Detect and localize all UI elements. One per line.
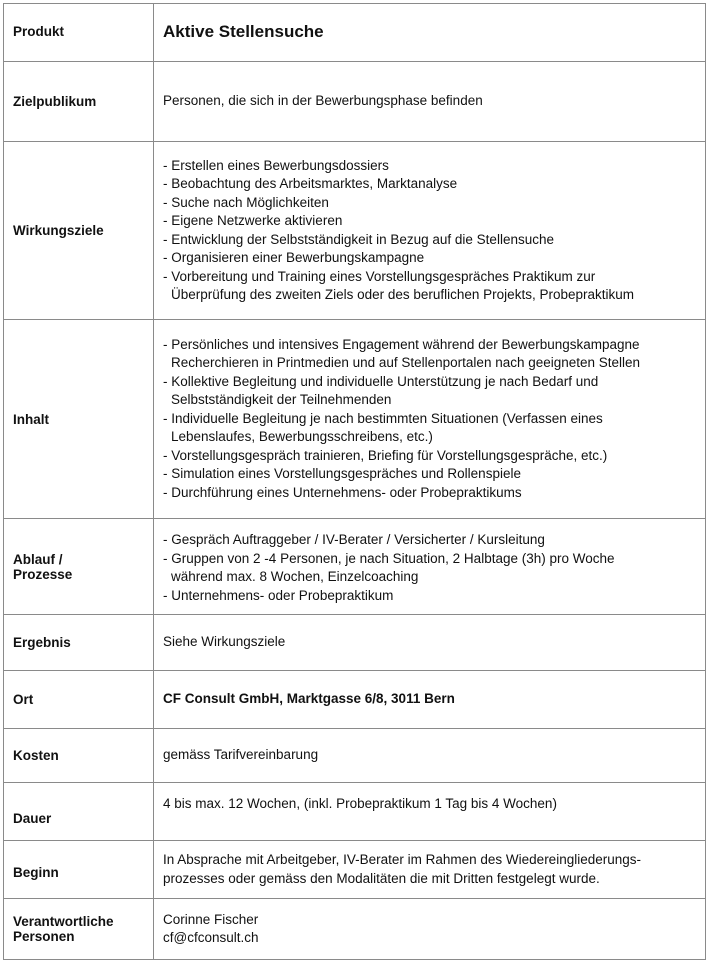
process-item: - Unternehmens- oder Probepraktikum: [163, 587, 394, 603]
row-verantwortliche: [4, 899, 706, 960]
content-item: - Simulation eines Vorstellungsgespräches und Rollenspiele: [163, 466, 521, 482]
row-ort: [4, 671, 706, 729]
label-produkt: Produkt: [4, 4, 154, 62]
label-verantwortliche: [4, 899, 154, 960]
row-beginn: [4, 841, 706, 899]
goal-item: - Entwicklung der Selbstständigkeit in Bezug auf die Stellensuche: [163, 231, 554, 247]
value-ablauf: [154, 519, 706, 615]
row-dauer: [4, 783, 706, 841]
label-line: Verantwortliche: [13, 914, 114, 929]
product-info-table: [3, 3, 706, 960]
content-item: - Persönliches und intensives Engagement während der Bewerbungskampagne: [163, 336, 640, 352]
row-produkt: [4, 4, 706, 62]
row-wirkungsziele: [4, 142, 706, 320]
row-inhalt: [4, 320, 706, 519]
goal-item-continued: Überprüfung des zweiten Ziels oder des beruflichen Projekts, Probepraktikum: [171, 287, 634, 302]
content-item: - Kollektive Begleitung und individuelle Unterstützung je nach Bedarf und: [163, 373, 599, 389]
label-ablauf: [4, 519, 154, 615]
value-ort: CF Consult GmbH, Marktgasse 6/8, 3011 Bern: [154, 671, 706, 729]
process-item: - Gruppen von 2 -4 Personen, je nach Situation, 2 Halbtage (3h) pro Woche: [163, 550, 615, 566]
row-zielpublikum: [4, 62, 706, 142]
contact-email[interactable]: cf@cfconsult.ch: [163, 930, 259, 945]
contact-name: Corinne Fischer: [163, 911, 259, 927]
goal-item: - Organisieren einer Bewerbungskampagne: [163, 250, 425, 265]
content-item-continued: Selbstständigkeit der Teilnehmenden: [171, 392, 392, 408]
value-produkt: [154, 4, 706, 62]
label-line: Prozesse: [13, 566, 73, 582]
goal-item: - Vorbereitung und Training eines Vorstellungsgespräches Praktikum zur: [163, 268, 596, 284]
value-kosten: gemäss Tarifvereinbarung: [154, 729, 706, 783]
process-item-continued: während max. 8 Wochen, Einzelcoaching: [171, 569, 419, 584]
goal-item: - Suche nach Möglichkeiten: [163, 194, 329, 210]
label-beginn: Beginn: [4, 841, 154, 899]
label-dauer: Dauer: [4, 783, 154, 841]
process-item: - Gespräch Auftraggeber / IV-Berater / Versicherter / Kursleitung: [163, 532, 545, 547]
content-item: - Vorstellungsgespräch trainieren, Briefing für Vorstellungsgespräche, etc.): [163, 447, 608, 463]
label-kosten: Kosten: [4, 729, 154, 783]
start-text: prozesses oder gemäss den Modalitäten die mit Dritten festgelegt wurde.: [163, 870, 600, 886]
value-inhalt: [154, 320, 706, 519]
value-wirkungsziele: [154, 142, 706, 320]
label-zielpublikum: Zielpublikum: [4, 62, 154, 142]
value-beginn: [154, 841, 706, 899]
content-item: - Individuelle Begleitung je nach bestimmten Situationen (Verfassen eines: [163, 410, 603, 426]
goal-item: - Beobachtung des Arbeitsmarktes, Marktanalyse: [163, 176, 458, 191]
value-verantwortliche: [154, 899, 706, 960]
start-text: In Absprache mit Arbeitgeber, IV-Berater im Rahmen des Wiedereingliederungs-: [163, 852, 641, 867]
value-zielpublikum: Personen, die sich in der Bewerbungsphase befinden: [154, 62, 706, 142]
label-inhalt: Inhalt: [4, 320, 154, 519]
row-ablauf: [4, 519, 706, 615]
label-wirkungsziele: Wirkungsziele: [4, 142, 154, 320]
label-line: Personen: [13, 929, 75, 944]
content-item-continued: Lebenslaufes, Bewerbungsschreibens, etc.): [171, 429, 433, 445]
product-title: Aktive Stellensuche: [163, 21, 324, 41]
label-ergebnis: Ergebnis: [4, 615, 154, 671]
content-item: - Durchführung eines Unternehmens- oder Probepraktikums: [163, 484, 522, 500]
value-dauer: 4 bis max. 12 Wochen, (inkl. Probepraktikum 1 Tag bis 4 Wochen): [154, 783, 706, 841]
label-ort: Ort: [4, 671, 154, 729]
row-ergebnis: [4, 615, 706, 671]
row-kosten: [4, 729, 706, 783]
content-item-continued: Recherchieren in Printmedien und auf Stellenportalen nach geeigneten Stellen: [171, 355, 641, 371]
label-line: Ablauf /: [13, 551, 63, 567]
value-ergebnis: Siehe Wirkungsziele: [154, 615, 706, 671]
goal-item: - Erstellen eines Bewerbungsdossiers: [163, 157, 389, 173]
goal-item: - Eigene Netzwerke aktivieren: [163, 213, 343, 228]
